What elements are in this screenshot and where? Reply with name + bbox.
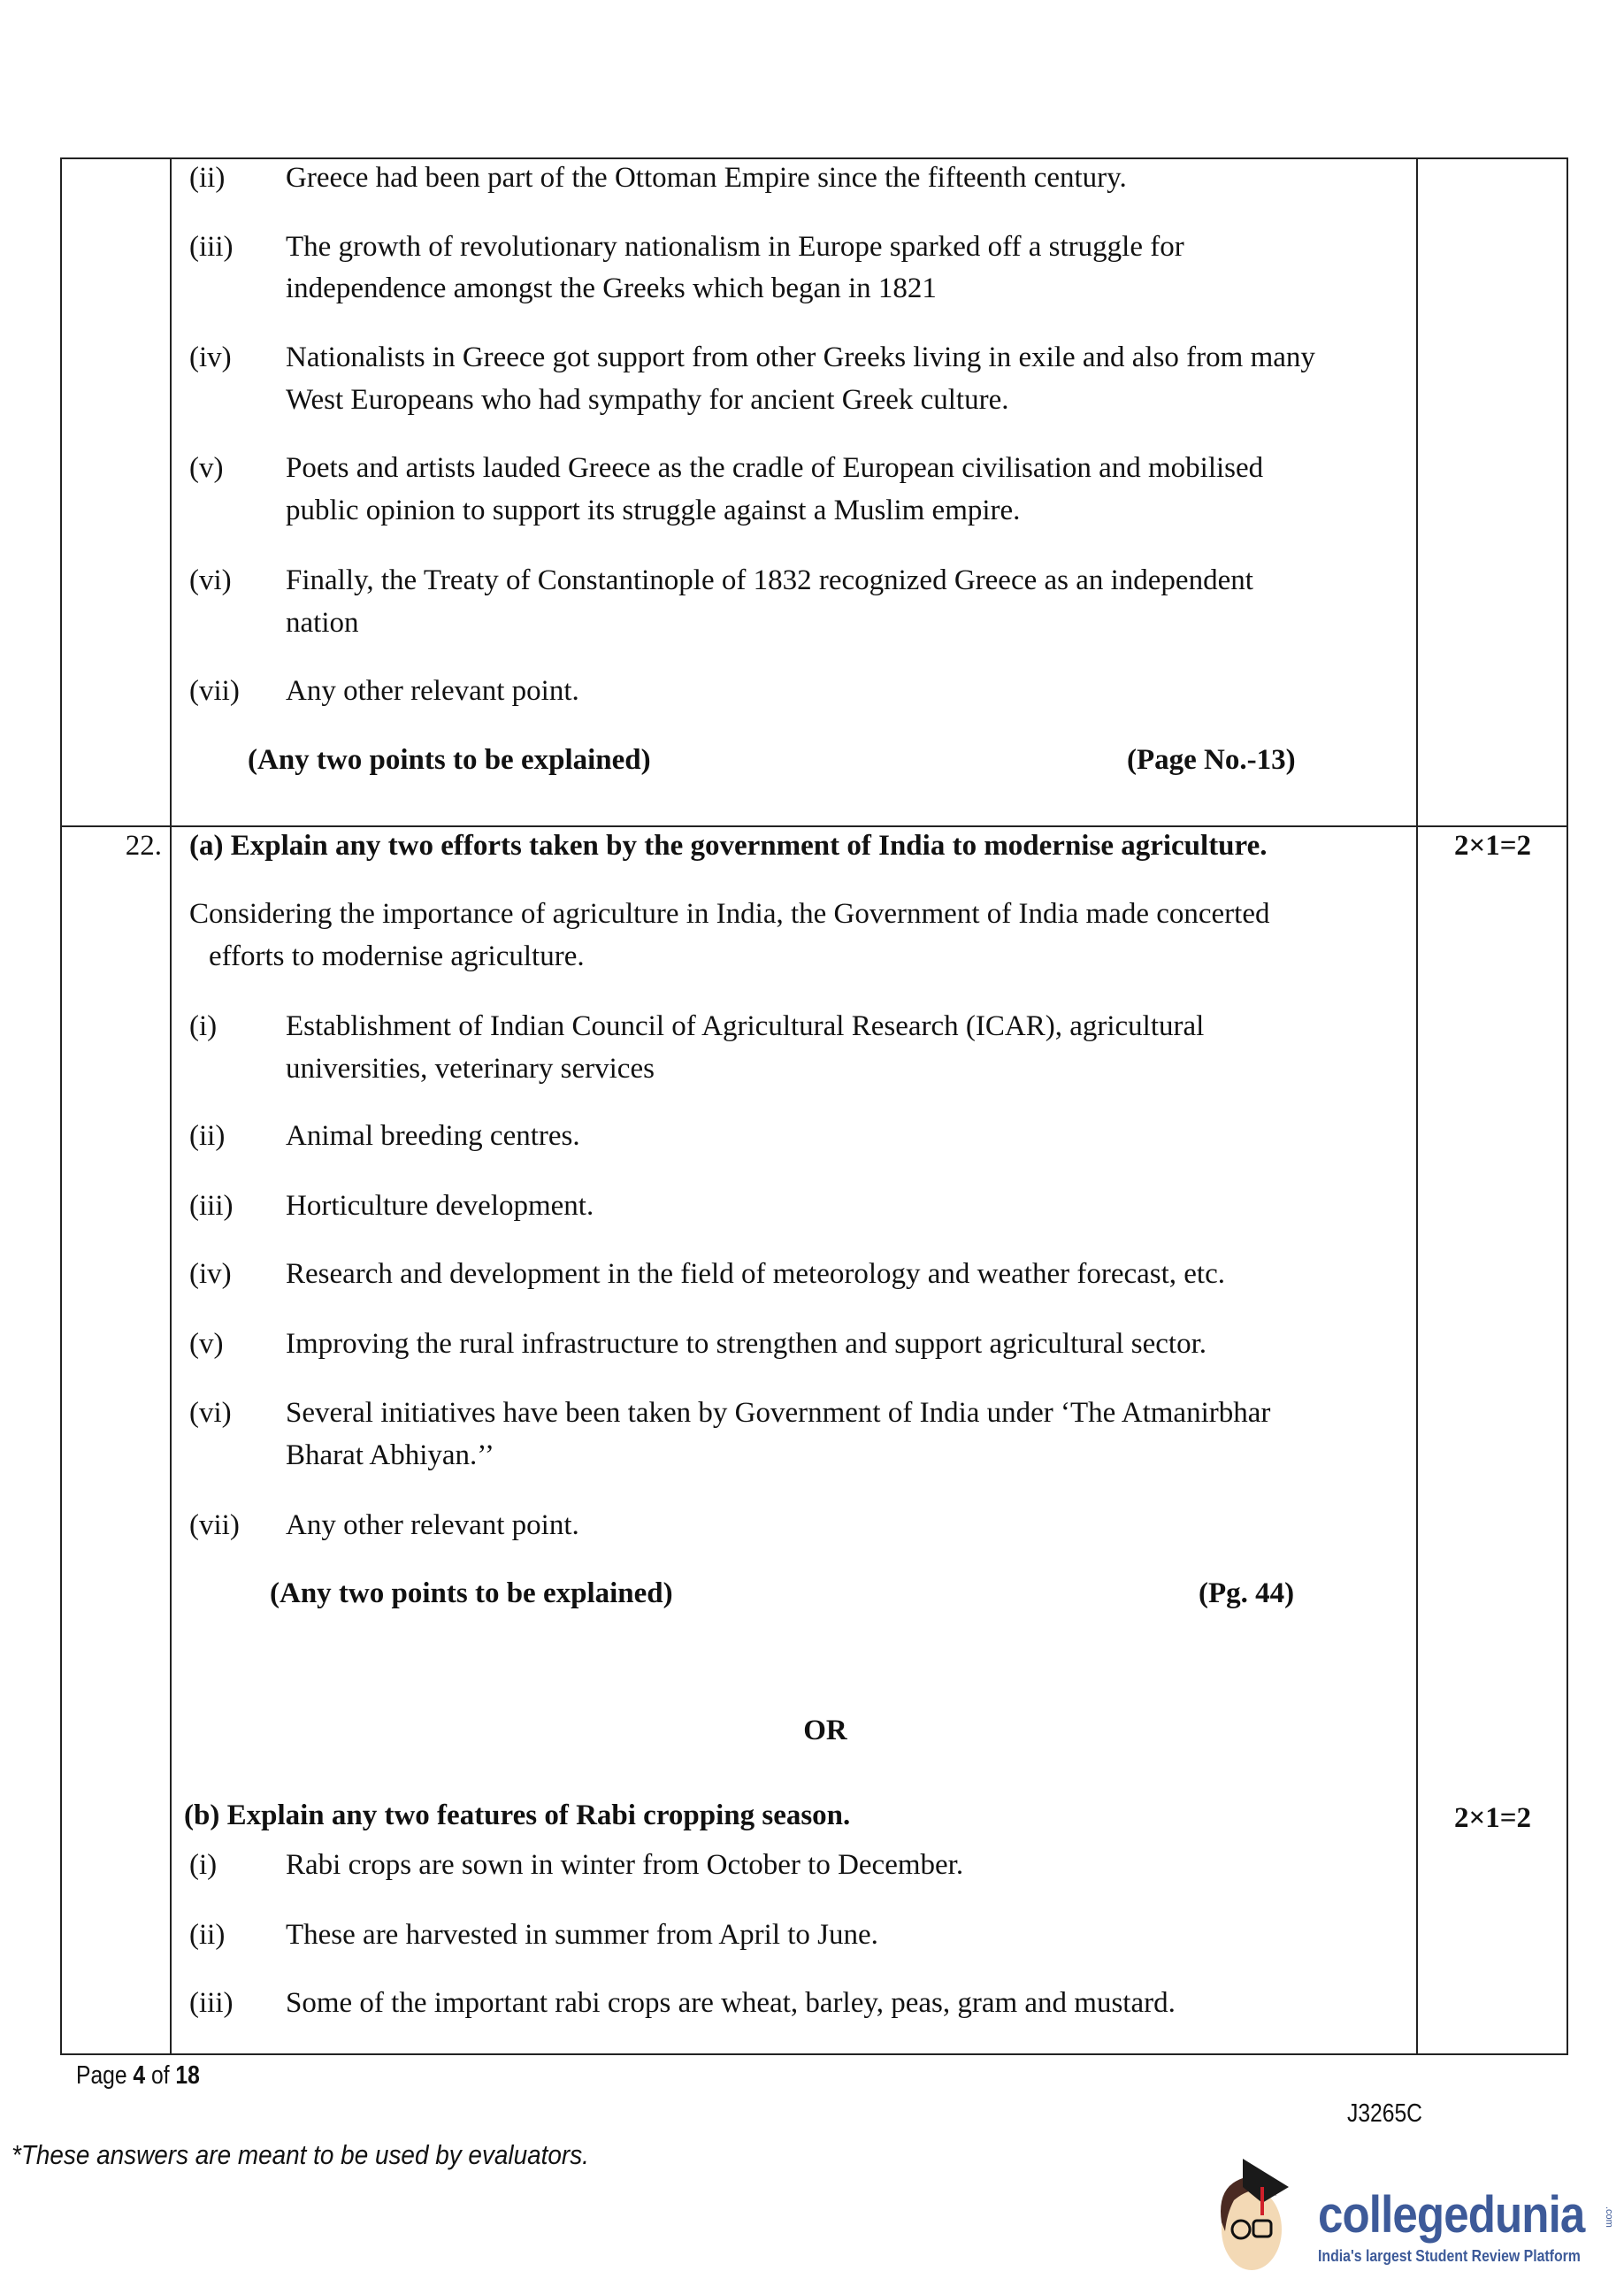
table-border-top (60, 157, 1568, 159)
point-number: (iii) (189, 231, 234, 263)
point-text: Some of the important rabi crops are wheat, barley, peas, gram and mustard. (286, 1987, 1176, 2019)
collegedunia-logo (1207, 2152, 1623, 2275)
page-reference: (Pg. 44) (1199, 1577, 1295, 1609)
table-col-divider-2 (1416, 157, 1418, 2055)
marking-note: (Any two points to be explained) (270, 1577, 673, 1609)
mascot-icon (1207, 2152, 1305, 2275)
page-current: 4 (133, 2061, 146, 2090)
page-total: 18 (175, 2061, 200, 2090)
table-col-divider-1 (170, 157, 172, 2055)
point-text: Establishment of Indian Council of Agricultural Research (ICAR), agricultural (286, 1010, 1205, 1042)
paper-code: J3265C (1347, 2099, 1422, 2128)
page-reference: (Page No.-13) (1127, 744, 1296, 776)
table-border-left (60, 157, 62, 2055)
table-border-right (1567, 157, 1568, 2055)
point-text: Any other relevant point. (286, 1509, 579, 1541)
point-number: (v) (189, 452, 224, 484)
point-text: Greece had been part of the Ottoman Empire since the fifteenth century. (286, 162, 1127, 194)
point-text: universities, veterinary services (286, 1053, 655, 1085)
point-text: Finally, the Treaty of Constantinople of 1832 recognized Greece as an independent (286, 564, 1253, 596)
table-border-bottom (60, 2053, 1568, 2055)
marking-note: (Any two points to be explained) (248, 744, 651, 776)
marks: 2×1=2 (1453, 830, 1532, 862)
disclaimer: *These answers are meant to be used by evaluators. (11, 2139, 589, 2170)
point-text: Any other relevant point. (286, 675, 579, 707)
question-number: 22. (125, 830, 162, 862)
point-number: (vi) (189, 1397, 232, 1429)
question-text: (a) Explain any two efforts taken by the government of India to modernise agriculture. (189, 830, 1268, 862)
point-text: Nationalists in Greece got support from other Greeks living in exile and also from many (286, 341, 1315, 373)
point-number: (ii) (189, 162, 226, 194)
point-text: Research and development in the field of meteorology and weather forecast, etc. (286, 1258, 1225, 1290)
point-text: Poets and artists lauded Greece as the cradle of European civilisation and mobilised (286, 452, 1264, 484)
page-prefix: Page (76, 2061, 134, 2090)
point-text: nation (286, 607, 359, 639)
logo-tagline: India's largest Student Review Platform (1318, 2247, 1581, 2265)
point-number: (ii) (189, 1919, 226, 1951)
point-text: independence amongst the Greeks which began in 1821 (286, 272, 937, 304)
point-text: Animal breeding centres. (286, 1120, 580, 1152)
point-text: These are harvested in summer from April to June. (286, 1919, 878, 1951)
point-text: Rabi crops are sown in winter from October to December. (286, 1849, 964, 1881)
table-row-divider (60, 825, 1568, 827)
page-number (76, 2061, 200, 2091)
point-number: (i) (189, 1849, 218, 1881)
point-number: (vii) (189, 675, 240, 707)
intro-text: Considering the importance of agriculture in India, the Government of India made concerted (189, 898, 1270, 930)
point-number: (iv) (189, 1258, 232, 1290)
point-text: Bharat Abhiyan.’’ (286, 1439, 494, 1471)
point-text: West Europeans who had sympathy for ancient Greek culture. (286, 384, 1009, 416)
point-number: (iii) (189, 1190, 234, 1222)
or-separator: OR (803, 1715, 847, 1746)
point-number: (ii) (189, 1120, 226, 1152)
point-text: Horticulture development. (286, 1190, 594, 1222)
point-number: (v) (189, 1328, 224, 1360)
point-number: (iii) (189, 1987, 234, 2019)
point-number: (vi) (189, 564, 232, 596)
question-text: (b) Explain any two features of Rabi cropping season. (184, 1799, 851, 1831)
point-text: public opinion to support its struggle against a Muslim empire. (286, 495, 1021, 526)
point-number: (i) (189, 1010, 218, 1042)
logo-tld: .com (1604, 2206, 1614, 2228)
point-text: The growth of revolutionary nationalism in Europe sparked off a struggle for (286, 231, 1184, 263)
point-text: Improving the rural infrastructure to strengthen and support agricultural sector. (286, 1328, 1207, 1360)
point-number: (vii) (189, 1509, 240, 1541)
intro-text: efforts to modernise agriculture. (209, 940, 585, 972)
point-number: (iv) (189, 341, 232, 373)
logo-brand: collegedunia (1318, 2186, 1585, 2244)
page-of: of (145, 2061, 176, 2090)
point-text: Several initiatives have been taken by Government of India under ‘The Atmanirbhar (286, 1397, 1271, 1429)
marks: 2×1=2 (1453, 1802, 1532, 1834)
